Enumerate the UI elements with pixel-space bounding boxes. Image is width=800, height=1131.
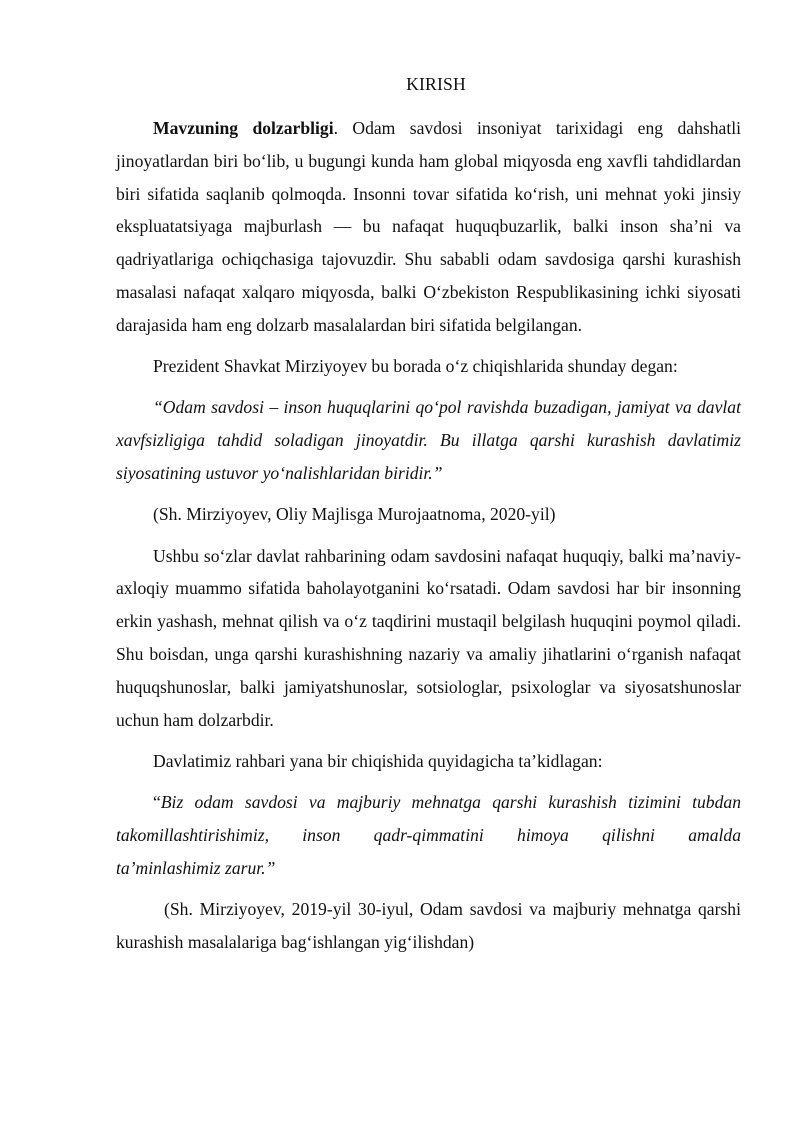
quote-1: “Odam savdosi – inson huquqlarini qo‘pol ravishda buzadigan, jamiyat va davlat xavfsizligiga tahdid soladigan jinoyatdir. Bu illatga qarshi kurashish davlatimiz siyosatining ustuvor yo‘nalishlaridan biridir.”	[116, 397, 741, 483]
quote-2-open-mark: “	[153, 792, 161, 813]
quote-2-source: (Sh. Mirziyoyev, 2019-yil 30-iyul, Odam savdosi va majburiy mehnatga qarshi kurashish masalalariga bag‘ishlangan yig‘ilishdan)	[116, 899, 741, 952]
intro-lead: Mavzuning dolzarbligi	[153, 118, 334, 138]
quote-1-source: (Sh. Mirziyoyev, Oliy Majlisga Murojaatnoma, 2020-yil)	[153, 504, 556, 525]
paragraph-analysis: Ushbu so‘zlar davlat rahbarining odam savdosini nafaqat huquqiy, balki ma’naviy-axloqiy muammo sifatida baholayotganini ko‘rsatadi. Odam savdosi har bir insonning erkin yashash, mehnat qilish va o‘z taqdirini mustaqil belgilash huquqini poymol qiladi. Shu boisdan, unga qarshi kurashishning nazariy va amaliy jihatlarini o‘rganish nafaqat huquqshunoslar, balki jamiyatshunoslar, sotsiologlar, psixologlar va siyosatshunoslar uchun ham dolzarbdir.	[116, 545, 741, 730]
intro-paragraph	[116, 112, 741, 342]
page-title: KIRISH	[406, 74, 466, 94]
quote-2-end: ta’minlashimiz zarur.”	[116, 857, 276, 878]
document-body	[116, 112, 741, 967]
intro-text: . Odam savdosi insoniyat tarixidagi eng dahshatli jinoyatlardan biri bo‘lib, u bugungi kunda ham global miqyosda eng xavfli tahdidlardan biri sifatida saqlanib qolmoqda. Insonni tovar sifatida ko‘rish, uni mehnat yoki jinsiy ekspluatatsiyaga majburlash — bu nafaqat huquqbuzarlik, balki inson sha’ni va qadriyatlariga ochiqchasiga tajovuzdir. Shu sababli odam savdosiga qarshi kurashish masalasi nafaqat xalqaro miqyosda, balki O‘zbekiston Respublikasining ichki siyosati darajasida ham eng dolzarb masalalardan biri sifatida belgilangan.	[116, 118, 741, 335]
paragraph-president-statement: Prezident Shavkat Mirziyoyev bu borada o‘z chiqishlarida shunday degan:	[153, 356, 678, 377]
quote-2-text: Biz odam savdosi va majburiy mehnatga qarshi kurashish tizimini tubdan takomillashtirishimiz, inson qadr-qimmatini himoya qilishni amalda	[116, 792, 741, 845]
quote-2	[116, 786, 741, 852]
paragraph-second-statement: Davlatimiz rahbari yana bir chiqishida quyidagicha ta’kidlagan:	[153, 750, 603, 771]
